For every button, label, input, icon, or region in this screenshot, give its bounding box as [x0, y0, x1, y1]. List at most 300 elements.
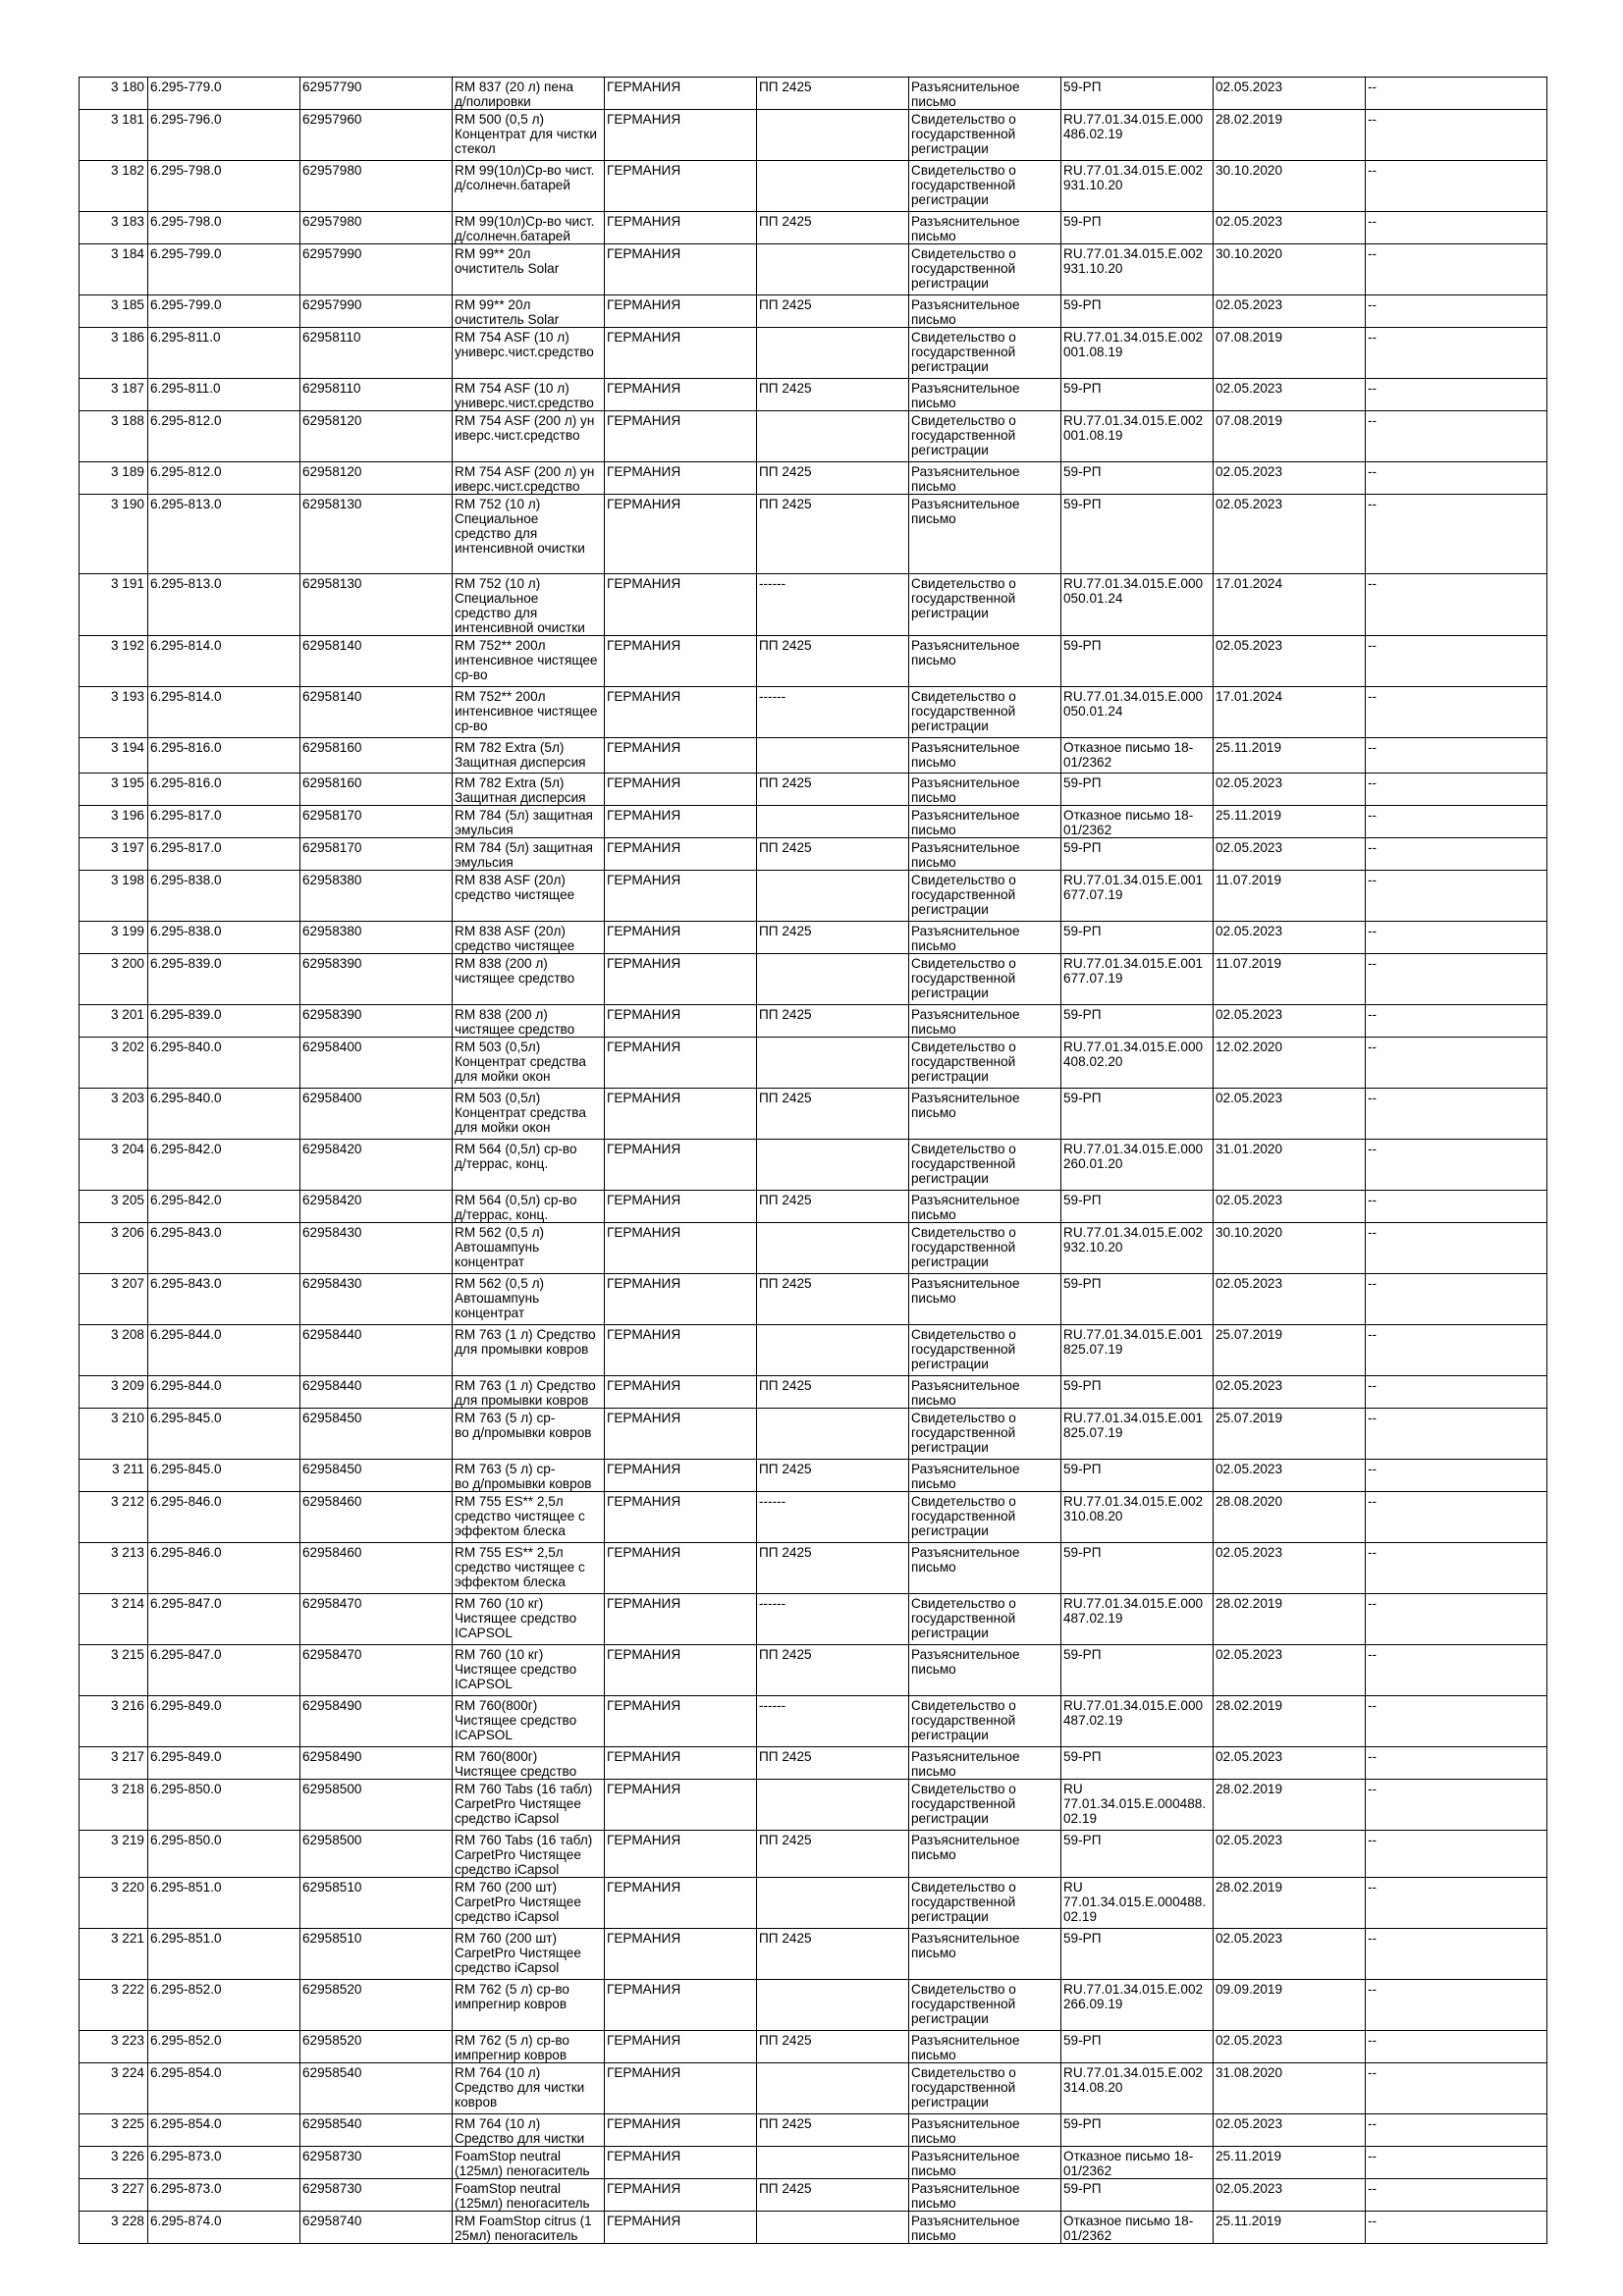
- cell-product-name: RM 754 ASF (10 л) универс.чист.средство: [453, 379, 605, 411]
- cell-document-type: Свидетельство о государственной регистрации: [909, 1492, 1061, 1543]
- cell-article-code: 6.295-852.0: [148, 2031, 300, 2063]
- table-row: [80, 2114, 1547, 2147]
- table-row: [80, 1089, 1547, 1140]
- cell-note: --: [1366, 411, 1547, 462]
- cell-document-number: RU.77.01.34.015.Е.002 931.10.20: [1061, 161, 1214, 212]
- cell-row-number: 3 184: [80, 244, 148, 295]
- cell-resolution: [757, 2063, 909, 2114]
- certificates-table: [79, 77, 1547, 2244]
- cell-product-name: RM 760(800г) Чистящее средство ICAPSOL: [453, 1696, 605, 1747]
- cell-product-code: 62958460: [300, 1492, 453, 1543]
- cell-row-number: 3 183: [80, 212, 148, 244]
- cell-product-code: 62958460: [300, 1543, 453, 1594]
- cell-note: --: [1366, 2114, 1547, 2147]
- cell-product-code: 62958390: [300, 1005, 453, 1038]
- table-row: [80, 1005, 1547, 1038]
- cell-document-date: 25.11.2019: [1214, 2147, 1366, 2179]
- cell-row-number: 3 203: [80, 1089, 148, 1140]
- cell-row-number: 3 221: [80, 1929, 148, 1980]
- cell-document-number: RU.77.01.34.015.Е.000 408.02.20: [1061, 1038, 1214, 1089]
- cell-product-name: RM 99(10л)Ср-во чист. д/солнечн.батарей: [453, 161, 605, 212]
- cell-document-date: 25.07.2019: [1214, 1409, 1366, 1460]
- cell-document-date: 02.05.2023: [1214, 462, 1366, 495]
- cell-country: ГЕРМАНИЯ: [605, 1325, 757, 1376]
- cell-document-number: 59-РП: [1061, 2114, 1214, 2147]
- cell-note: --: [1366, 1878, 1547, 1929]
- cell-note: --: [1366, 1005, 1547, 1038]
- cell-product-name: RM 752 (10 л) Специальное средство для интенсивной очистки: [453, 495, 605, 574]
- cell-note: --: [1366, 806, 1547, 838]
- cell-article-code: 6.295-817.0: [148, 838, 300, 871]
- cell-country: ГЕРМАНИЯ: [605, 328, 757, 379]
- cell-country: ГЕРМАНИЯ: [605, 2212, 757, 2244]
- cell-row-number: 3 218: [80, 1780, 148, 1831]
- cell-document-type: Свидетельство о государственной регистрации: [909, 1038, 1061, 1089]
- cell-document-date: 02.05.2023: [1214, 1645, 1366, 1696]
- table-row: [80, 806, 1547, 838]
- cell-row-number: 3 220: [80, 1878, 148, 1929]
- cell-note: --: [1366, 2031, 1547, 2063]
- cell-row-number: 3 204: [80, 1140, 148, 1191]
- cell-row-number: 3 185: [80, 295, 148, 328]
- cell-article-code: 6.295-854.0: [148, 2114, 300, 2147]
- table-row: [80, 212, 1547, 244]
- cell-document-number: RU.77.01.34.015.Е.002 314.08.20: [1061, 2063, 1214, 2114]
- cell-article-code: 6.295-812.0: [148, 462, 300, 495]
- cell-article-code: 6.295-845.0: [148, 1460, 300, 1492]
- cell-resolution: ПП 2425: [757, 636, 909, 687]
- cell-row-number: 3 205: [80, 1191, 148, 1223]
- cell-row-number: 3 212: [80, 1492, 148, 1543]
- table-row: [80, 462, 1547, 495]
- cell-article-code: 6.295-873.0: [148, 2147, 300, 2179]
- cell-note: --: [1366, 244, 1547, 295]
- table-row: [80, 411, 1547, 462]
- cell-document-number: Отказное письмо 18- 01/2362: [1061, 2212, 1214, 2244]
- cell-product-code: 62958500: [300, 1780, 453, 1831]
- cell-note: --: [1366, 328, 1547, 379]
- table-row: [80, 774, 1547, 806]
- table-row: [80, 1492, 1547, 1543]
- cell-row-number: 3 181: [80, 110, 148, 161]
- cell-product-name: RM 764 (10 л) Средство для чистки ковров: [453, 2063, 605, 2114]
- table-row: [80, 2031, 1547, 2063]
- cell-resolution: ПП 2425: [757, 379, 909, 411]
- cell-resolution: [757, 738, 909, 774]
- cell-note: --: [1366, 295, 1547, 328]
- cell-document-type: Разъяснительное письмо: [909, 1831, 1061, 1878]
- cell-row-number: 3 180: [80, 78, 148, 110]
- cell-product-name: RM 562 (0,5 л) Автошампунь концентрат: [453, 1274, 605, 1325]
- cell-document-number: 59-РП: [1061, 838, 1214, 871]
- cell-note: --: [1366, 687, 1547, 738]
- cell-product-code: 62958110: [300, 328, 453, 379]
- cell-document-type: Свидетельство о государственной регистрации: [909, 244, 1061, 295]
- cell-document-date: 12.02.2020: [1214, 1038, 1366, 1089]
- cell-product-code: 62957980: [300, 161, 453, 212]
- cell-document-date: 17.01.2024: [1214, 574, 1366, 636]
- cell-document-type: Разъяснительное письмо: [909, 2212, 1061, 2244]
- cell-note: --: [1366, 212, 1547, 244]
- cell-country: ГЕРМАНИЯ: [605, 2063, 757, 2114]
- table-row: [80, 1831, 1547, 1878]
- cell-resolution: ПП 2425: [757, 1747, 909, 1780]
- cell-row-number: 3 217: [80, 1747, 148, 1780]
- cell-article-code: 6.295-845.0: [148, 1409, 300, 1460]
- cell-note: --: [1366, 2147, 1547, 2179]
- cell-document-date: 11.07.2019: [1214, 954, 1366, 1005]
- cell-resolution: ------: [757, 687, 909, 738]
- table-row: [80, 495, 1547, 574]
- cell-product-code: 62958120: [300, 462, 453, 495]
- table-row: [80, 1878, 1547, 1929]
- cell-row-number: 3 207: [80, 1274, 148, 1325]
- cell-document-type: Свидетельство о государственной регистрации: [909, 871, 1061, 922]
- cell-document-number: RU.77.01.34.015.Е.002 001.08.19: [1061, 328, 1214, 379]
- cell-resolution: [757, 328, 909, 379]
- cell-document-type: Разъяснительное письмо: [909, 462, 1061, 495]
- cell-product-code: 62958510: [300, 1929, 453, 1980]
- cell-row-number: 3 189: [80, 462, 148, 495]
- cell-article-code: 6.295-838.0: [148, 922, 300, 954]
- cell-country: ГЕРМАНИЯ: [605, 379, 757, 411]
- cell-resolution: ПП 2425: [757, 1543, 909, 1594]
- cell-resolution: [757, 411, 909, 462]
- cell-document-type: Разъяснительное письмо: [909, 1191, 1061, 1223]
- table-row: [80, 687, 1547, 738]
- cell-note: --: [1366, 1460, 1547, 1492]
- table-row: [80, 1191, 1547, 1223]
- cell-note: --: [1366, 1747, 1547, 1780]
- cell-resolution: ПП 2425: [757, 1376, 909, 1409]
- cell-note: --: [1366, 379, 1547, 411]
- cell-product-code: 62958440: [300, 1376, 453, 1409]
- cell-country: ГЕРМАНИЯ: [605, 212, 757, 244]
- cell-row-number: 3 201: [80, 1005, 148, 1038]
- cell-document-type: Разъяснительное письмо: [909, 1274, 1061, 1325]
- cell-document-number: RU.77.01.34.015.Е.002 932.10.20: [1061, 1223, 1214, 1274]
- cell-document-number: RU.77.01.34.015.Е.002 931.10.20: [1061, 244, 1214, 295]
- cell-country: ГЕРМАНИЯ: [605, 78, 757, 110]
- cell-document-type: Разъяснительное письмо: [909, 212, 1061, 244]
- table-row: [80, 738, 1547, 774]
- cell-article-code: 6.295-799.0: [148, 244, 300, 295]
- cell-product-name: RM 760 Tabs (16 табл) CarpetPro Чистящее средство iCapsol: [453, 1831, 605, 1878]
- cell-product-name: RM 564 (0,5л) ср-во д/террас, конц.: [453, 1191, 605, 1223]
- cell-note: --: [1366, 1223, 1547, 1274]
- cell-product-name: RM 752** 200л интенсивное чистящее ср-во: [453, 687, 605, 738]
- cell-note: --: [1366, 1038, 1547, 1089]
- cell-document-type: Разъяснительное письмо: [909, 1460, 1061, 1492]
- cell-document-type: Разъяснительное письмо: [909, 295, 1061, 328]
- cell-resolution: ------: [757, 1492, 909, 1543]
- cell-row-number: 3 202: [80, 1038, 148, 1089]
- cell-note: --: [1366, 871, 1547, 922]
- cell-product-code: 62957990: [300, 295, 453, 328]
- table-row: [80, 1038, 1547, 1089]
- cell-document-date: 30.10.2020: [1214, 1223, 1366, 1274]
- cell-country: ГЕРМАНИЯ: [605, 954, 757, 1005]
- cell-country: ГЕРМАНИЯ: [605, 922, 757, 954]
- cell-article-code: 6.295-840.0: [148, 1038, 300, 1089]
- cell-document-date: 07.08.2019: [1214, 328, 1366, 379]
- cell-resolution: ПП 2425: [757, 774, 909, 806]
- cell-document-number: RU.77.01.34.015.Е.000 260.01.20: [1061, 1140, 1214, 1191]
- cell-country: ГЕРМАНИЯ: [605, 161, 757, 212]
- cell-article-code: 6.295-850.0: [148, 1831, 300, 1878]
- cell-resolution: [757, 110, 909, 161]
- cell-resolution: ПП 2425: [757, 1929, 909, 1980]
- cell-article-code: 6.295-799.0: [148, 295, 300, 328]
- cell-row-number: 3 206: [80, 1223, 148, 1274]
- cell-article-code: 6.295-796.0: [148, 110, 300, 161]
- cell-document-type: Свидетельство о государственной регистрации: [909, 1140, 1061, 1191]
- table-row: [80, 244, 1547, 295]
- cell-resolution: ПП 2425: [757, 295, 909, 328]
- cell-note: --: [1366, 738, 1547, 774]
- cell-product-name: RM 784 (5л) защитная эмульсия: [453, 838, 605, 871]
- cell-product-name: RM 762 (5 л) ср-во импрегнир ковров: [453, 2031, 605, 2063]
- cell-note: --: [1366, 1191, 1547, 1223]
- cell-document-type: Свидетельство о государственной регистрации: [909, 328, 1061, 379]
- cell-resolution: [757, 2212, 909, 2244]
- cell-country: ГЕРМАНИЯ: [605, 1274, 757, 1325]
- cell-document-type: Свидетельство о государственной регистрации: [909, 1594, 1061, 1645]
- cell-resolution: ПП 2425: [757, 1831, 909, 1878]
- cell-row-number: 3 226: [80, 2147, 148, 2179]
- cell-article-code: 6.295-842.0: [148, 1191, 300, 1223]
- cell-document-number: Отказное письмо 18- 01/2362: [1061, 2147, 1214, 2179]
- cell-country: ГЕРМАНИЯ: [605, 738, 757, 774]
- cell-country: ГЕРМАНИЯ: [605, 1645, 757, 1696]
- cell-product-name: RM 500 (0,5 л) Концентрат для чистки стекол: [453, 110, 605, 161]
- cell-document-type: Разъяснительное письмо: [909, 379, 1061, 411]
- cell-document-date: 25.11.2019: [1214, 806, 1366, 838]
- cell-document-number: RU.77.01.34.015.Е.000 486.02.19: [1061, 110, 1214, 161]
- cell-product-name: RM 564 (0,5л) ср-во д/террас, конц.: [453, 1140, 605, 1191]
- cell-article-code: 6.295-852.0: [148, 1980, 300, 2031]
- cell-product-name: RM 760 Tabs (16 табл) CarpetPro Чистящее средство iCapsol: [453, 1780, 605, 1831]
- cell-country: ГЕРМАНИЯ: [605, 1696, 757, 1747]
- cell-country: ГЕРМАНИЯ: [605, 2031, 757, 2063]
- cell-row-number: 3 200: [80, 954, 148, 1005]
- cell-product-name: RM 754 ASF (200 л) ун иверс.чист.средство: [453, 411, 605, 462]
- cell-note: --: [1366, 922, 1547, 954]
- cell-document-number: RU.77.01.34.015.Е.002 310.08.20: [1061, 1492, 1214, 1543]
- cell-article-code: 6.295-844.0: [148, 1376, 300, 1409]
- cell-document-type: Разъяснительное письмо: [909, 636, 1061, 687]
- cell-product-code: 62958170: [300, 806, 453, 838]
- cell-country: ГЕРМАНИЯ: [605, 871, 757, 922]
- cell-document-type: Разъяснительное письмо: [909, 2179, 1061, 2212]
- cell-document-date: 30.10.2020: [1214, 161, 1366, 212]
- table-row: [80, 1929, 1547, 1980]
- cell-product-code: 62958160: [300, 738, 453, 774]
- cell-document-number: 59-РП: [1061, 295, 1214, 328]
- cell-article-code: 6.295-813.0: [148, 495, 300, 574]
- cell-document-number: 59-РП: [1061, 1005, 1214, 1038]
- table-row: [80, 1747, 1547, 1780]
- cell-country: ГЕРМАНИЯ: [605, 1376, 757, 1409]
- cell-product-code: 62958390: [300, 954, 453, 1005]
- cell-resolution: ПП 2425: [757, 838, 909, 871]
- cell-document-type: Свидетельство о государственной регистрации: [909, 687, 1061, 738]
- cell-article-code: 6.295-873.0: [148, 2179, 300, 2212]
- cell-product-name: RM 562 (0,5 л) Автошампунь концентрат: [453, 1223, 605, 1274]
- cell-document-number: 59-РП: [1061, 636, 1214, 687]
- cell-document-date: 02.05.2023: [1214, 2031, 1366, 2063]
- cell-country: ГЕРМАНИЯ: [605, 1980, 757, 2031]
- cell-resolution: ------: [757, 1696, 909, 1747]
- cell-row-number: 3 215: [80, 1645, 148, 1696]
- cell-country: ГЕРМАНИЯ: [605, 2179, 757, 2212]
- cell-document-number: 59-РП: [1061, 774, 1214, 806]
- cell-product-name: RM FoamStop citrus (1 25мл) пеногаситель: [453, 2212, 605, 2244]
- cell-document-number: 59-РП: [1061, 462, 1214, 495]
- table-row: [80, 1460, 1547, 1492]
- table-row: [80, 1325, 1547, 1376]
- cell-resolution: ПП 2425: [757, 2031, 909, 2063]
- cell-product-name: RM 755 ES** 2,5л средство чистящее с эффектом блеска: [453, 1492, 605, 1543]
- cell-resolution: [757, 871, 909, 922]
- cell-country: ГЕРМАНИЯ: [605, 295, 757, 328]
- cell-document-date: 07.08.2019: [1214, 411, 1366, 462]
- cell-row-number: 3 199: [80, 922, 148, 954]
- cell-note: --: [1366, 495, 1547, 574]
- cell-document-type: Разъяснительное письмо: [909, 922, 1061, 954]
- cell-row-number: 3 216: [80, 1696, 148, 1747]
- cell-resolution: ПП 2425: [757, 1191, 909, 1223]
- cell-country: ГЕРМАНИЯ: [605, 1594, 757, 1645]
- cell-product-code: 62958510: [300, 1878, 453, 1929]
- cell-document-type: Разъяснительное письмо: [909, 838, 1061, 871]
- cell-product-name: RM 752** 200л интенсивное чистящее ср-во: [453, 636, 605, 687]
- table-row: [80, 161, 1547, 212]
- cell-resolution: [757, 1878, 909, 1929]
- cell-document-number: RU.77.01.34.015.Е.001 825.07.19: [1061, 1409, 1214, 1460]
- cell-resolution: ------: [757, 574, 909, 636]
- cell-document-type: Разъяснительное письмо: [909, 1747, 1061, 1780]
- cell-document-number: RU.77.01.34.015.Е.002 001.08.19: [1061, 411, 1214, 462]
- cell-row-number: 3 194: [80, 738, 148, 774]
- cell-country: ГЕРМАНИЯ: [605, 110, 757, 161]
- cell-document-date: 02.05.2023: [1214, 1005, 1366, 1038]
- cell-document-date: 02.05.2023: [1214, 636, 1366, 687]
- cell-note: --: [1366, 954, 1547, 1005]
- cell-product-name: RM 503 (0,5л) Концентрат средства для мойки окон: [453, 1038, 605, 1089]
- cell-document-number: 59-РП: [1061, 922, 1214, 954]
- cell-product-code: 62958400: [300, 1089, 453, 1140]
- cell-country: ГЕРМАНИЯ: [605, 1460, 757, 1492]
- cell-row-number: 3 196: [80, 806, 148, 838]
- table-row: [80, 922, 1547, 954]
- cell-country: ГЕРМАНИЯ: [605, 1878, 757, 1929]
- cell-document-number: RU 77.01.34.015.Е.000488. 02.19: [1061, 1780, 1214, 1831]
- cell-product-name: RM 752 (10 л) Специальное средство для интенсивной очистки: [453, 574, 605, 636]
- cell-document-date: 02.05.2023: [1214, 495, 1366, 574]
- cell-document-number: RU.77.01.34.015.Е.000 050.01.24: [1061, 687, 1214, 738]
- cell-document-type: Разъяснительное письмо: [909, 1005, 1061, 1038]
- cell-product-code: 62957990: [300, 244, 453, 295]
- cell-article-code: 6.295-847.0: [148, 1645, 300, 1696]
- cell-product-name: RM 762 (5 л) ср-во импрегнир ковров: [453, 1980, 605, 2031]
- cell-document-type: Свидетельство о государственной регистрации: [909, 1223, 1061, 1274]
- cell-note: --: [1366, 2212, 1547, 2244]
- cell-note: --: [1366, 1645, 1547, 1696]
- cell-country: ГЕРМАНИЯ: [605, 1929, 757, 1980]
- table-row: [80, 1645, 1547, 1696]
- cell-product-code: 62958440: [300, 1325, 453, 1376]
- cell-note: --: [1366, 1831, 1547, 1878]
- cell-document-number: 59-РП: [1061, 1191, 1214, 1223]
- cell-product-name: RM 782 Extra (5л) Защитная дисперсия: [453, 774, 605, 806]
- cell-note: --: [1366, 1696, 1547, 1747]
- cell-product-name: RM 763 (1 л) Средство для промывки ковров: [453, 1325, 605, 1376]
- cell-document-date: 02.05.2023: [1214, 2179, 1366, 2212]
- cell-document-type: Разъяснительное письмо: [909, 2147, 1061, 2179]
- cell-country: ГЕРМАНИЯ: [605, 1140, 757, 1191]
- cell-document-type: Разъяснительное письмо: [909, 1929, 1061, 1980]
- cell-row-number: 3 195: [80, 774, 148, 806]
- cell-article-code: 6.295-779.0: [148, 78, 300, 110]
- cell-note: --: [1366, 1325, 1547, 1376]
- cell-article-code: 6.295-814.0: [148, 687, 300, 738]
- cell-article-code: 6.295-840.0: [148, 1089, 300, 1140]
- cell-document-date: 02.05.2023: [1214, 922, 1366, 954]
- cell-document-type: Разъяснительное письмо: [909, 738, 1061, 774]
- cell-country: ГЕРМАНИЯ: [605, 244, 757, 295]
- table-row: [80, 379, 1547, 411]
- cell-note: --: [1366, 78, 1547, 110]
- cell-article-code: 6.295-813.0: [148, 574, 300, 636]
- table-row: [80, 1274, 1547, 1325]
- cell-article-code: 6.295-874.0: [148, 2212, 300, 2244]
- cell-document-type: Разъяснительное письмо: [909, 806, 1061, 838]
- cell-note: --: [1366, 110, 1547, 161]
- cell-article-code: 6.295-847.0: [148, 1594, 300, 1645]
- cell-document-number: 59-РП: [1061, 212, 1214, 244]
- cell-article-code: 6.295-798.0: [148, 212, 300, 244]
- cell-product-code: 62958170: [300, 838, 453, 871]
- cell-document-number: 59-РП: [1061, 78, 1214, 110]
- cell-country: ГЕРМАНИЯ: [605, 1005, 757, 1038]
- cell-row-number: 3 225: [80, 2114, 148, 2147]
- table-row: [80, 2179, 1547, 2212]
- cell-product-name: RM 784 (5л) защитная эмульсия: [453, 806, 605, 838]
- cell-product-code: 62958430: [300, 1223, 453, 1274]
- cell-country: ГЕРМАНИЯ: [605, 1191, 757, 1223]
- cell-row-number: 3 219: [80, 1831, 148, 1878]
- cell-product-name: RM 837 (20 л) пена д/полировки: [453, 78, 605, 110]
- cell-document-number: Отказное письмо 18- 01/2362: [1061, 738, 1214, 774]
- cell-row-number: 3 227: [80, 2179, 148, 2212]
- table-row: [80, 1980, 1547, 2031]
- cell-document-date: 02.05.2023: [1214, 1376, 1366, 1409]
- cell-document-number: 59-РП: [1061, 1645, 1214, 1696]
- cell-note: --: [1366, 1594, 1547, 1645]
- cell-product-name: RM 782 Extra (5л) Защитная дисперсия: [453, 738, 605, 774]
- cell-country: ГЕРМАНИЯ: [605, 636, 757, 687]
- cell-document-number: RU.77.01.34.015.Е.001 825.07.19: [1061, 1325, 1214, 1376]
- cell-note: --: [1366, 2063, 1547, 2114]
- cell-document-number: 59-РП: [1061, 1089, 1214, 1140]
- cell-row-number: 3 222: [80, 1980, 148, 2031]
- cell-resolution: ПП 2425: [757, 1005, 909, 1038]
- cell-resolution: [757, 1780, 909, 1831]
- cell-note: --: [1366, 161, 1547, 212]
- cell-article-code: 6.295-844.0: [148, 1325, 300, 1376]
- cell-country: ГЕРМАНИЯ: [605, 411, 757, 462]
